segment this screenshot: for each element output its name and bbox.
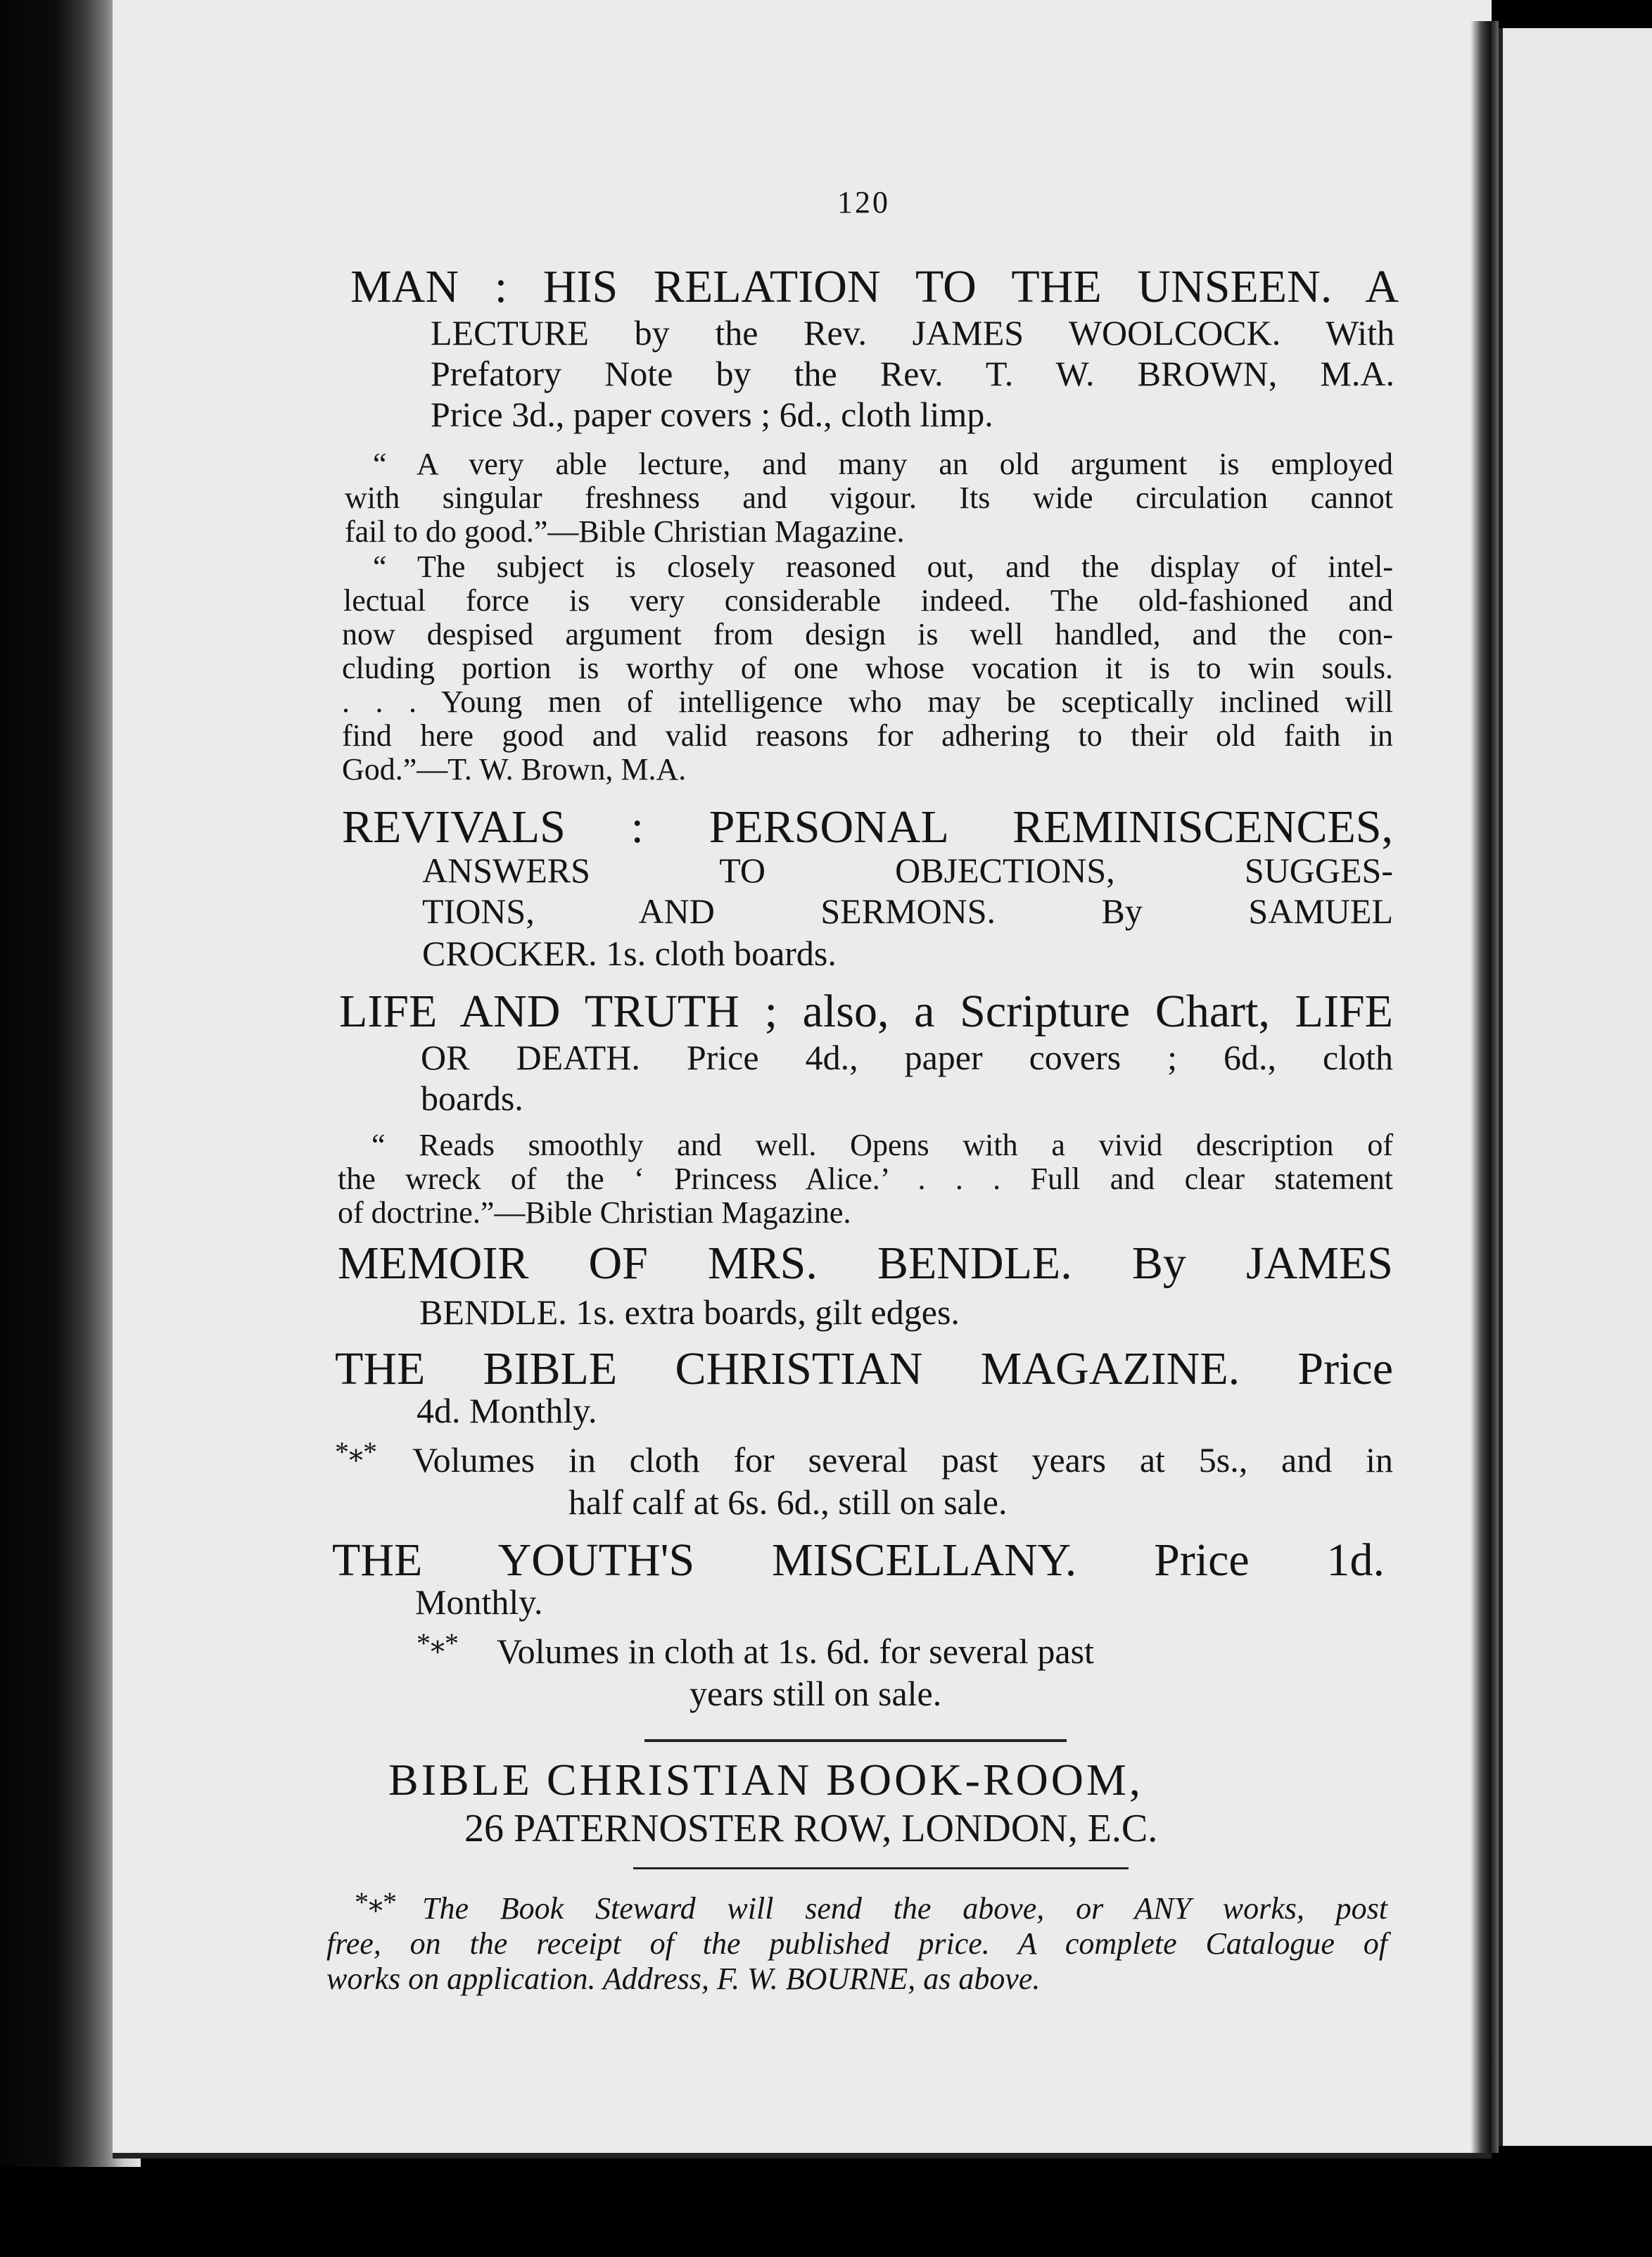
publisher-address: 26 PATERNOSTER ROW, LONDON, E.C. <box>464 1807 1158 1850</box>
entry-title: THE BIBLE CHRISTIAN MAGAZINE. Price <box>335 1343 1393 1394</box>
entry-line: BENDLE. 1s. extra boards, gilt edges. <box>419 1292 960 1332</box>
review-line: “ The subject is closely reasoned out, and the display of intel- <box>373 549 1393 584</box>
entry-title: MAN : HIS RELATION TO THE UNSEEN. A <box>350 261 1399 312</box>
review-line: “ Reads smoothly and well. Opens with a vivid description of <box>371 1128 1393 1162</box>
entry-title: MEMOIR OF MRS. BENDLE. By JAMES <box>338 1238 1393 1289</box>
note-line: years still on sale. <box>690 1674 942 1713</box>
entry-line: boards. <box>421 1079 523 1118</box>
note-line: Volumes in cloth for several past years at 5s., and in <box>412 1440 1393 1480</box>
note-line: Volumes in cloth at 1s. 6d. for several past <box>497 1632 1094 1671</box>
footer-line: works on application. Address, F. W. BOURNE, as above. <box>326 1962 1041 1996</box>
entry-title: THE YOUTH'S MISCELLANY. Price 1d. <box>332 1534 1385 1586</box>
review-line: “ A very able lecture, and many an old argument is employed <box>373 447 1393 481</box>
review-line: lectual force is very considerable indeed. The old-fashioned and <box>343 583 1393 618</box>
entry-line: ANSWERS TO OBJECTIONS, SUGGES- <box>422 851 1393 890</box>
entry-line: OR DEATH. Price 4d., paper covers ; 6d., cloth <box>421 1038 1393 1077</box>
review-line: . . . Young men of intelligence who may be sceptically inclined will <box>342 685 1393 719</box>
review-line: the wreck of the ‘ Princess Alice.’ . . . Full and clear statement <box>338 1162 1393 1196</box>
entry-line: LECTURE by the Rev. JAMES WOOLCOCK. With <box>431 313 1394 352</box>
entry-line: 4d. Monthly. <box>417 1391 597 1430</box>
review-line: find here good and valid reasons for adhering to their old faith in <box>342 718 1393 753</box>
entry-line: CROCKER. 1s. cloth boards. <box>422 934 837 973</box>
note-line: half calf at 6s. 6d., still on sale. <box>568 1482 1008 1522</box>
review-line: cluding portion is worthy of one whose vocation it is to win souls. <box>342 651 1393 685</box>
entry-title: LIFE AND TRUTH ; also, a Scripture Chart, LIFE <box>339 986 1393 1037</box>
publisher-name: BIBLE CHRISTIAN BOOK-ROOM, <box>388 1755 1143 1805</box>
asterism-icon: *⁎* <box>355 1886 397 1918</box>
entry-line: Monthly. <box>415 1582 543 1622</box>
entry-line: Prefatory Note by the Rev. T. W. BROWN, M.A. <box>431 354 1394 393</box>
review-line: fail to do good.”—Bible Christian Magazine. <box>345 514 905 549</box>
asterism-icon: *⁎* <box>417 1627 459 1659</box>
entry-line: Price 3d., paper covers ; 6d., cloth limp. <box>431 395 993 434</box>
review-line: of doctrine.”—Bible Christian Magazine. <box>338 1195 851 1230</box>
entry-title: REVIVALS : PERSONAL REMINISCENCES, <box>342 801 1393 853</box>
review-line: with singular freshness and vigour. Its wide circulation cannot <box>345 481 1393 515</box>
footer-line: free, on the receipt of the published price. A complete Catalogue of <box>326 1926 1387 1961</box>
footer-line: The Book Steward will send the above, or ANY works, post <box>422 1891 1387 1926</box>
divider <box>644 1739 1067 1742</box>
page-number: 120 <box>837 185 890 220</box>
asterism-icon: *⁎* <box>335 1436 377 1468</box>
review-line: God.”—T. W. Brown, M.A. <box>342 752 687 787</box>
divider <box>633 1867 1129 1869</box>
entry-line: TIONS, AND SERMONS. By SAMUEL <box>422 891 1393 931</box>
review-line: now despised argument from design is well handled, and the con- <box>342 617 1393 651</box>
